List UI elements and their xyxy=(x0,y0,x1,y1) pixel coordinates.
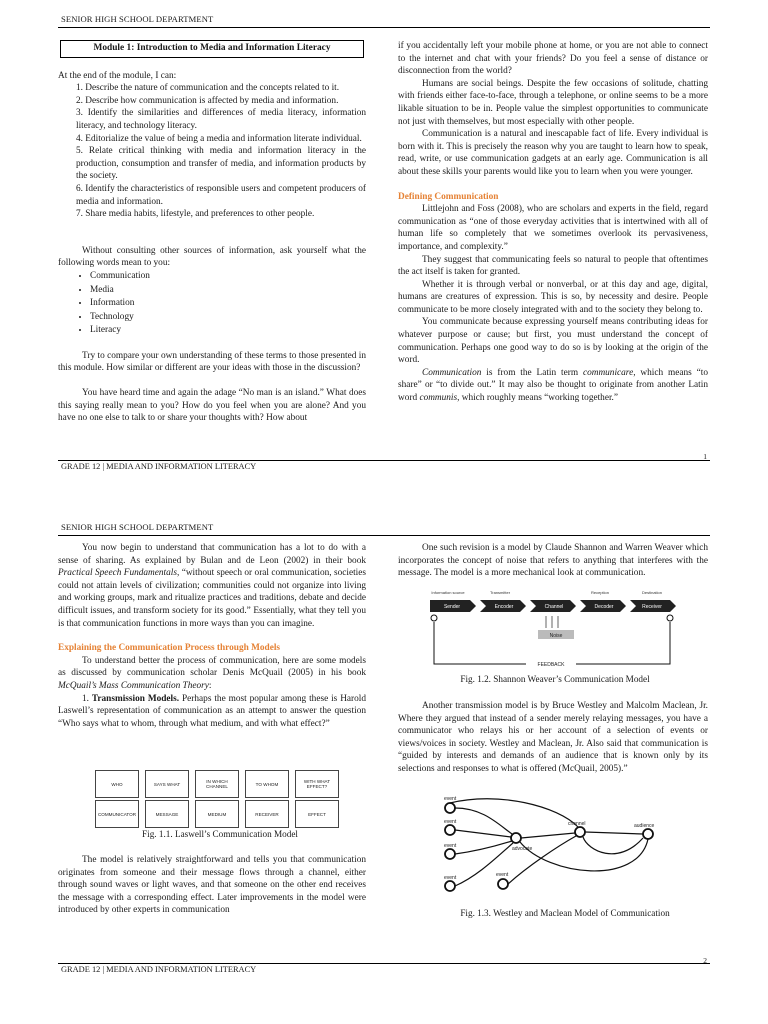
laswell-box: WHO xyxy=(95,770,139,798)
term-item: • Media xyxy=(90,284,366,298)
paragraph: Communication is a natural and inescapable fact of life. Every individual is born with it. This is precisely the reason why you are taught to learn how to speak, read, write, or use communication gadgets at an early age. Communication is all about these skills your parents would like you to learn when you were younger. xyxy=(398,129,708,177)
transmission-paragraph: 1. Transmission Models. Perhaps the most popular among these is Harold Laswell’s representation of communication as an attempt to answer the question “Who says what to whom, through what medium, and with what effect?” xyxy=(58,693,367,729)
island-paragraph: You have heard time and again the adage “No man is an island.” What does this saying really mean to you? How do you feel when you are alone? And you have no one else to talk to or share your thoughts with? How about xyxy=(58,388,366,424)
right-column xyxy=(398,542,708,580)
shannon-feedback-label: FEEDBACK xyxy=(537,662,565,668)
westley-label: event xyxy=(444,796,457,802)
paragraph: To understand better the process of communication, here are some models as discussed by communication scholar Denis McQuail (2005) in his book McQuail’s Mass Communication Theory: xyxy=(58,655,366,691)
objective-item: 4. Editorialize the value of being a media and information literate individual. xyxy=(76,133,362,144)
shannon-box-label: Receiver xyxy=(642,604,662,610)
objectives-list xyxy=(58,82,366,221)
footer-rule xyxy=(58,460,710,461)
page-number: 1 xyxy=(703,452,707,461)
objective-item: 2. Describe how communication is affected by media and information. xyxy=(76,95,339,106)
paragraph: Another transmission model is by Bruce Westley and Malcolm Maclean, Jr. Where they argued that instead of a sender merely relaying messages, you have a communicator who relays his or her account of a selection of events or views/voices in society. Westley and Maclean, Jr. Also said that communication is “guided by interests and demands of an audience that is known only by its selections and responses to what is offered (McQuail, 2005).” xyxy=(398,701,708,774)
westley-label: event xyxy=(444,875,457,881)
header-rule xyxy=(58,27,710,28)
page-header: SENIOR HIGH SCHOOL DEPARTMENT xyxy=(61,522,214,532)
shannon-box-label: Decoder xyxy=(594,604,614,610)
etymology-paragraph: Communication is from the Latin term communicare, which means “to share” or “to divide out.” It may also be thought to originate from another Latin word communis, which roughly means “working together.” xyxy=(398,367,708,404)
laswell-box: IN WHICH CHANNEL xyxy=(195,770,239,798)
laswell-box: SAYS WHAT xyxy=(145,770,189,798)
paragraph: You communicate because expressing yourself means contributing ideas for whatever purpose or cause; but first, you must understand the concept of communication. Perhaps one good way to do so is by looking at the origin of the word. xyxy=(398,317,708,366)
paragraph: Whether it is through verbal or nonverbal, or at this day and age, digital, humans are creatures of expression. This is so, by necessity and desire. People communicate to be more closely integrated with and to the society they belong to. xyxy=(398,279,708,315)
compare-paragraph: Try to compare your own understanding of these terms to those presented in this module. How similar or different are your ideas with those in the discussion? xyxy=(58,350,366,374)
page-footer: GRADE 12 | MEDIA AND INFORMATION LITERACY xyxy=(61,965,257,974)
shannon-weaver-figure xyxy=(430,588,680,670)
westley-label: channel xyxy=(568,821,586,827)
laswell-box: TO WHOM xyxy=(245,770,289,798)
laswell-box: RECEIVER xyxy=(245,800,289,828)
shannon-label: Destination xyxy=(641,590,663,595)
objective-item: 3. Identify the similarities and differences of media literacy, information literacy, and technology literacy. xyxy=(76,108,366,131)
shannon-label: Information source xyxy=(431,590,465,595)
objectives-intro: At the end of the module, I can: xyxy=(58,70,177,81)
left-column xyxy=(58,542,366,730)
figure-caption: Fig. 1.2. Shannon Weaver’s Communication Model xyxy=(460,674,650,684)
shannon-label: Reception xyxy=(590,590,610,595)
laswell-box: WITH WHAT EFFECT? xyxy=(295,770,339,798)
paragraph: Humans are social beings. Despite the few occasions of solitude, chatting with friends either face-to-face, through a telephone, or online seems to be a more likable situation to be in. People value the simplest opportunities to communicate not just with themselves, but most especially with other people. xyxy=(398,78,708,127)
section-heading: Explaining the Communication Process through Models xyxy=(58,643,281,654)
page-number: 2 xyxy=(703,956,707,965)
section-heading: Defining Communication xyxy=(398,191,499,202)
laswell-box: MEDIUM xyxy=(195,800,239,828)
laswell-figure xyxy=(95,770,340,828)
objective-item: 6. Identify the characteristics of responsible users and competent producers of media and information. xyxy=(76,183,366,207)
page-1 xyxy=(0,0,768,508)
terms-list xyxy=(58,270,366,338)
objective-item: 5. Relate critical thinking with media and information literacy in the production, consumption and transfer of media, and information products by the society. xyxy=(76,146,366,182)
term-item: • Information xyxy=(90,297,366,311)
right-column xyxy=(398,40,708,405)
footer-rule xyxy=(58,963,710,964)
paragraph: The model is relatively straightforward and tells you that communication originates from someone and their message flows through a channel, either through sound waves or light waves, and that someone on the other end receives the message with a corresponding effect. Later improvements in the model were introduced by other experts in communication xyxy=(58,855,366,916)
page-2 xyxy=(0,508,768,1024)
shannon-box-label: Channel xyxy=(544,604,564,610)
term-item: • Communication xyxy=(90,270,366,284)
westley-diagram xyxy=(438,796,700,896)
objective-item: 1. Describe the nature of communication and the concepts related to it. xyxy=(76,83,340,94)
shannon-noise-label: Noise xyxy=(549,633,563,639)
laswell-box: EFFECT xyxy=(295,800,339,828)
westley-label: audience xyxy=(634,823,655,829)
term-item: • Literacy xyxy=(90,324,366,338)
left-column-bottom xyxy=(58,854,366,917)
header-rule xyxy=(58,535,710,536)
paragraph: They suggest that communicating feels so natural to people that oftentimes the act itself is taken for granted. xyxy=(398,254,708,278)
westley-maclean-figure xyxy=(438,796,700,896)
westley-label: event xyxy=(444,819,457,825)
sharing-paragraph: You now begin to understand that communication has a lot to do with a sense of sharing. As explained by Bulan and de Leon (2002) in their book Practical Speech Fundamentals, “without speech or oral communication, societies could not attain levels of civilization; communities could not organize into living and working groups, mark and ritualize practices and traditions, debate and decide difficult issues, and transform society for its good.” Essentially, what they tell you is that communication functions in more ways than you can imagine. xyxy=(58,543,367,629)
laswell-box: COMMUNICATOR xyxy=(95,800,139,828)
paragraph: if you accidentally left your mobile phone at home, or you are not able to connect to the internet and chat with your friends? Do you feel a sense of distance or disconnection from the world? xyxy=(398,41,708,77)
shannon-box-label: Encoder xyxy=(494,604,514,610)
laswell-box: MESSAGE xyxy=(145,800,189,828)
term-item: • Technology xyxy=(90,311,366,325)
paragraph: Littlejohn and Foss (2008), who are scholars and experts in the field, regard communication as “one of those everyday activities that is intertwined with all of human life so completely that we sometimes overlook its pervasiveness, importance, and complexity.” xyxy=(398,204,708,252)
page-header: SENIOR HIGH SCHOOL DEPARTMENT xyxy=(61,14,214,24)
paragraph: One such revision is a model by Claude Shannon and Warren Weaver which incorporates the concept of noise that refers to anything that interferes with the message. The model is a more mechanical look at communication. xyxy=(398,543,708,579)
right-column-bottom xyxy=(398,700,708,776)
westley-label: event xyxy=(444,843,457,849)
shannon-box-label: Sender xyxy=(443,604,461,610)
westley-label: advocate xyxy=(512,846,533,852)
objective-item: 7. Share media habits, lifestyle, and preferences to other people. xyxy=(76,209,315,220)
shannon-label: Transmitter xyxy=(489,590,511,595)
page-footer: GRADE 12 | MEDIA AND INFORMATION LITERACY xyxy=(61,462,257,471)
ask-paragraph: Without consulting other sources of information, ask yourself what the following words mean to you: xyxy=(58,245,366,269)
left-column xyxy=(58,40,366,425)
figure-caption: Fig. 1.1. Laswell’s Communication Model xyxy=(142,829,298,839)
figure-caption: Fig. 1.3. Westley and Maclean Model of Communication xyxy=(460,908,670,918)
module-title: Module 1: Introduction to Media and Information Literacy xyxy=(60,40,364,58)
shannon-diagram xyxy=(430,588,680,670)
westley-label: event xyxy=(496,872,509,878)
